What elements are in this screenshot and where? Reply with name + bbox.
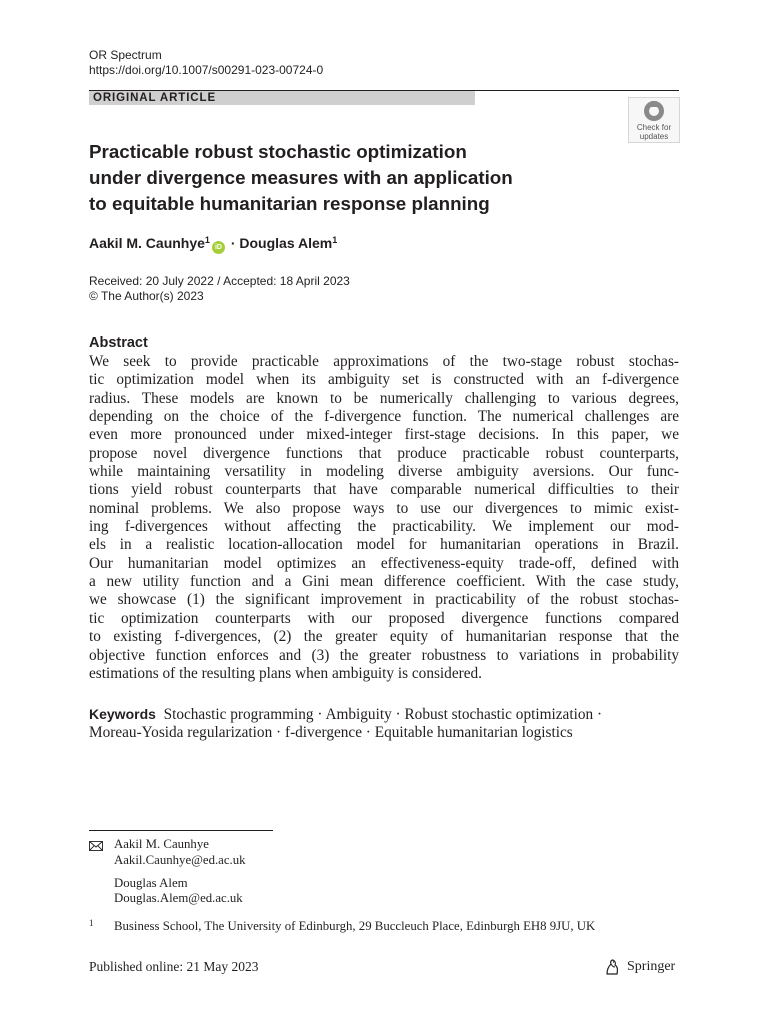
check-for-updates-label: Check for updates [636, 123, 672, 141]
corresponding-author-name: Aakil M. Caunhye [114, 837, 209, 851]
received-accepted-dates: Received: 20 July 2022 / Accepted: 18 April 2023 [89, 274, 350, 288]
check-for-updates-badge[interactable] [628, 97, 680, 143]
author-affiliation-sup: 1 [204, 235, 210, 245]
affiliation-number: 1 [89, 918, 94, 928]
correspondence-block [114, 837, 246, 907]
author-separator: · [226, 235, 240, 251]
orcid-icon[interactable]: iD [212, 241, 225, 254]
keywords-block [89, 705, 679, 743]
doi-link[interactable]: https://doi.org/10.1007/s00291-023-00724-0 [89, 63, 324, 77]
article-type-label: ORIGINAL ARTICLE [93, 92, 217, 104]
author-list [89, 231, 337, 254]
keywords-text: Moreau-Yosida regularization · f-divergence · Equitable humanitarian logistics [89, 724, 573, 742]
article-type-bar [89, 90, 475, 105]
abstract-body [89, 353, 679, 683]
title-line: to equitable humanitarian response planning [89, 193, 490, 214]
abstract-line: els in a realistic location-allocation model for humanitarian operations in Brazil. [89, 536, 679, 554]
publisher-logo[interactable] [603, 957, 675, 977]
abstract-line: while maintaining versatility in modeling diverse ambiguity aversions. Our func- [89, 463, 679, 481]
abstract-line: estimations of the resulting plans when ambiguity is considered. [89, 664, 482, 682]
publisher-name: Springer [627, 959, 676, 974]
abstract-line: tic optimization counterparts with our proposed divergence functions compared [89, 609, 679, 627]
journal-name: OR Spectrum [89, 48, 162, 62]
abstract-line: to existing f-divergences, (2) the greater equity of humanitarian response that the [89, 628, 679, 646]
abstract-heading: Abstract [89, 335, 148, 351]
abstract-line: even more pronounced under mixed-integer first-stage decisions. In this paper, we [89, 426, 679, 444]
abstract-line: propose novel divergence functions that produce practicable robust counterparts, [89, 444, 679, 462]
check-for-updates-icon [629, 98, 679, 124]
coauthor-name: Douglas Alem [114, 875, 188, 890]
abstract-line: Our humanitarian model optimizes an effectiveness-equity trade-off, defined with [89, 554, 679, 572]
abstract-line: depending on the choice of the f-divergence function. The numerical challenges are [89, 408, 679, 426]
abstract-line: We seek to provide practicable approximations of the two-stage robust stochas- [89, 353, 679, 370]
abstract-line: objective function enforces and (3) the greater robustness to variations in probability [89, 646, 679, 664]
copyright-notice: © The Author(s) 2023 [89, 289, 204, 303]
author-affiliation-sup: 1 [332, 235, 338, 245]
affiliation-text: Business School, The University of Edinburgh, 29 Buccleuch Place, Edinburgh EH8 9JU, UK [114, 919, 596, 933]
abstract-line: we showcase (1) the significant improvement in practicability of the robust stochas- [89, 591, 679, 609]
footnote-rule [89, 830, 273, 831]
mail-icon [89, 841, 103, 851]
title-line: Practicable robust stochastic optimization [89, 141, 467, 162]
abstract-line: ing f-divergences without affecting the practicability. We implement our mod- [89, 518, 679, 536]
keywords-label: Keywords [89, 706, 156, 722]
corresponding-author-email[interactable]: Aakil.Caunhye@ed.ac.uk [114, 852, 246, 867]
author-name[interactable]: Douglas Alem [239, 235, 333, 251]
header-rule [475, 90, 679, 91]
coauthor-email[interactable]: Douglas.Alem@ed.ac.uk [114, 891, 243, 906]
title-line: under divergence measures with an application [89, 167, 513, 188]
paper-title [89, 139, 609, 217]
keywords-text: Stochastic programming · Ambiguity · Robust stochastic optimization · [163, 706, 603, 723]
abstract-line: tions yield robust counterparts that have comparable numerical difficulties to their [89, 481, 679, 499]
journal-header [89, 48, 323, 78]
springer-horse-icon [603, 958, 621, 976]
author-name[interactable]: Aakil M. Caunhye [89, 235, 205, 251]
abstract-line: tic optimization model when its ambiguity set is constructed with an f-divergence [89, 371, 679, 389]
keywords-line [89, 705, 679, 724]
article-dates [89, 274, 350, 304]
abstract-line: radius. These models are known to be numerically challenging to various degrees, [89, 389, 679, 407]
published-online-date: Published online: 21 May 2023 [89, 959, 259, 974]
abstract-line: nominal problems. We also propose ways to use our divergences to mimic exist- [89, 499, 679, 517]
abstract-line: a new utility function and a Gini mean difference coefficient. With the case study, [89, 573, 679, 591]
